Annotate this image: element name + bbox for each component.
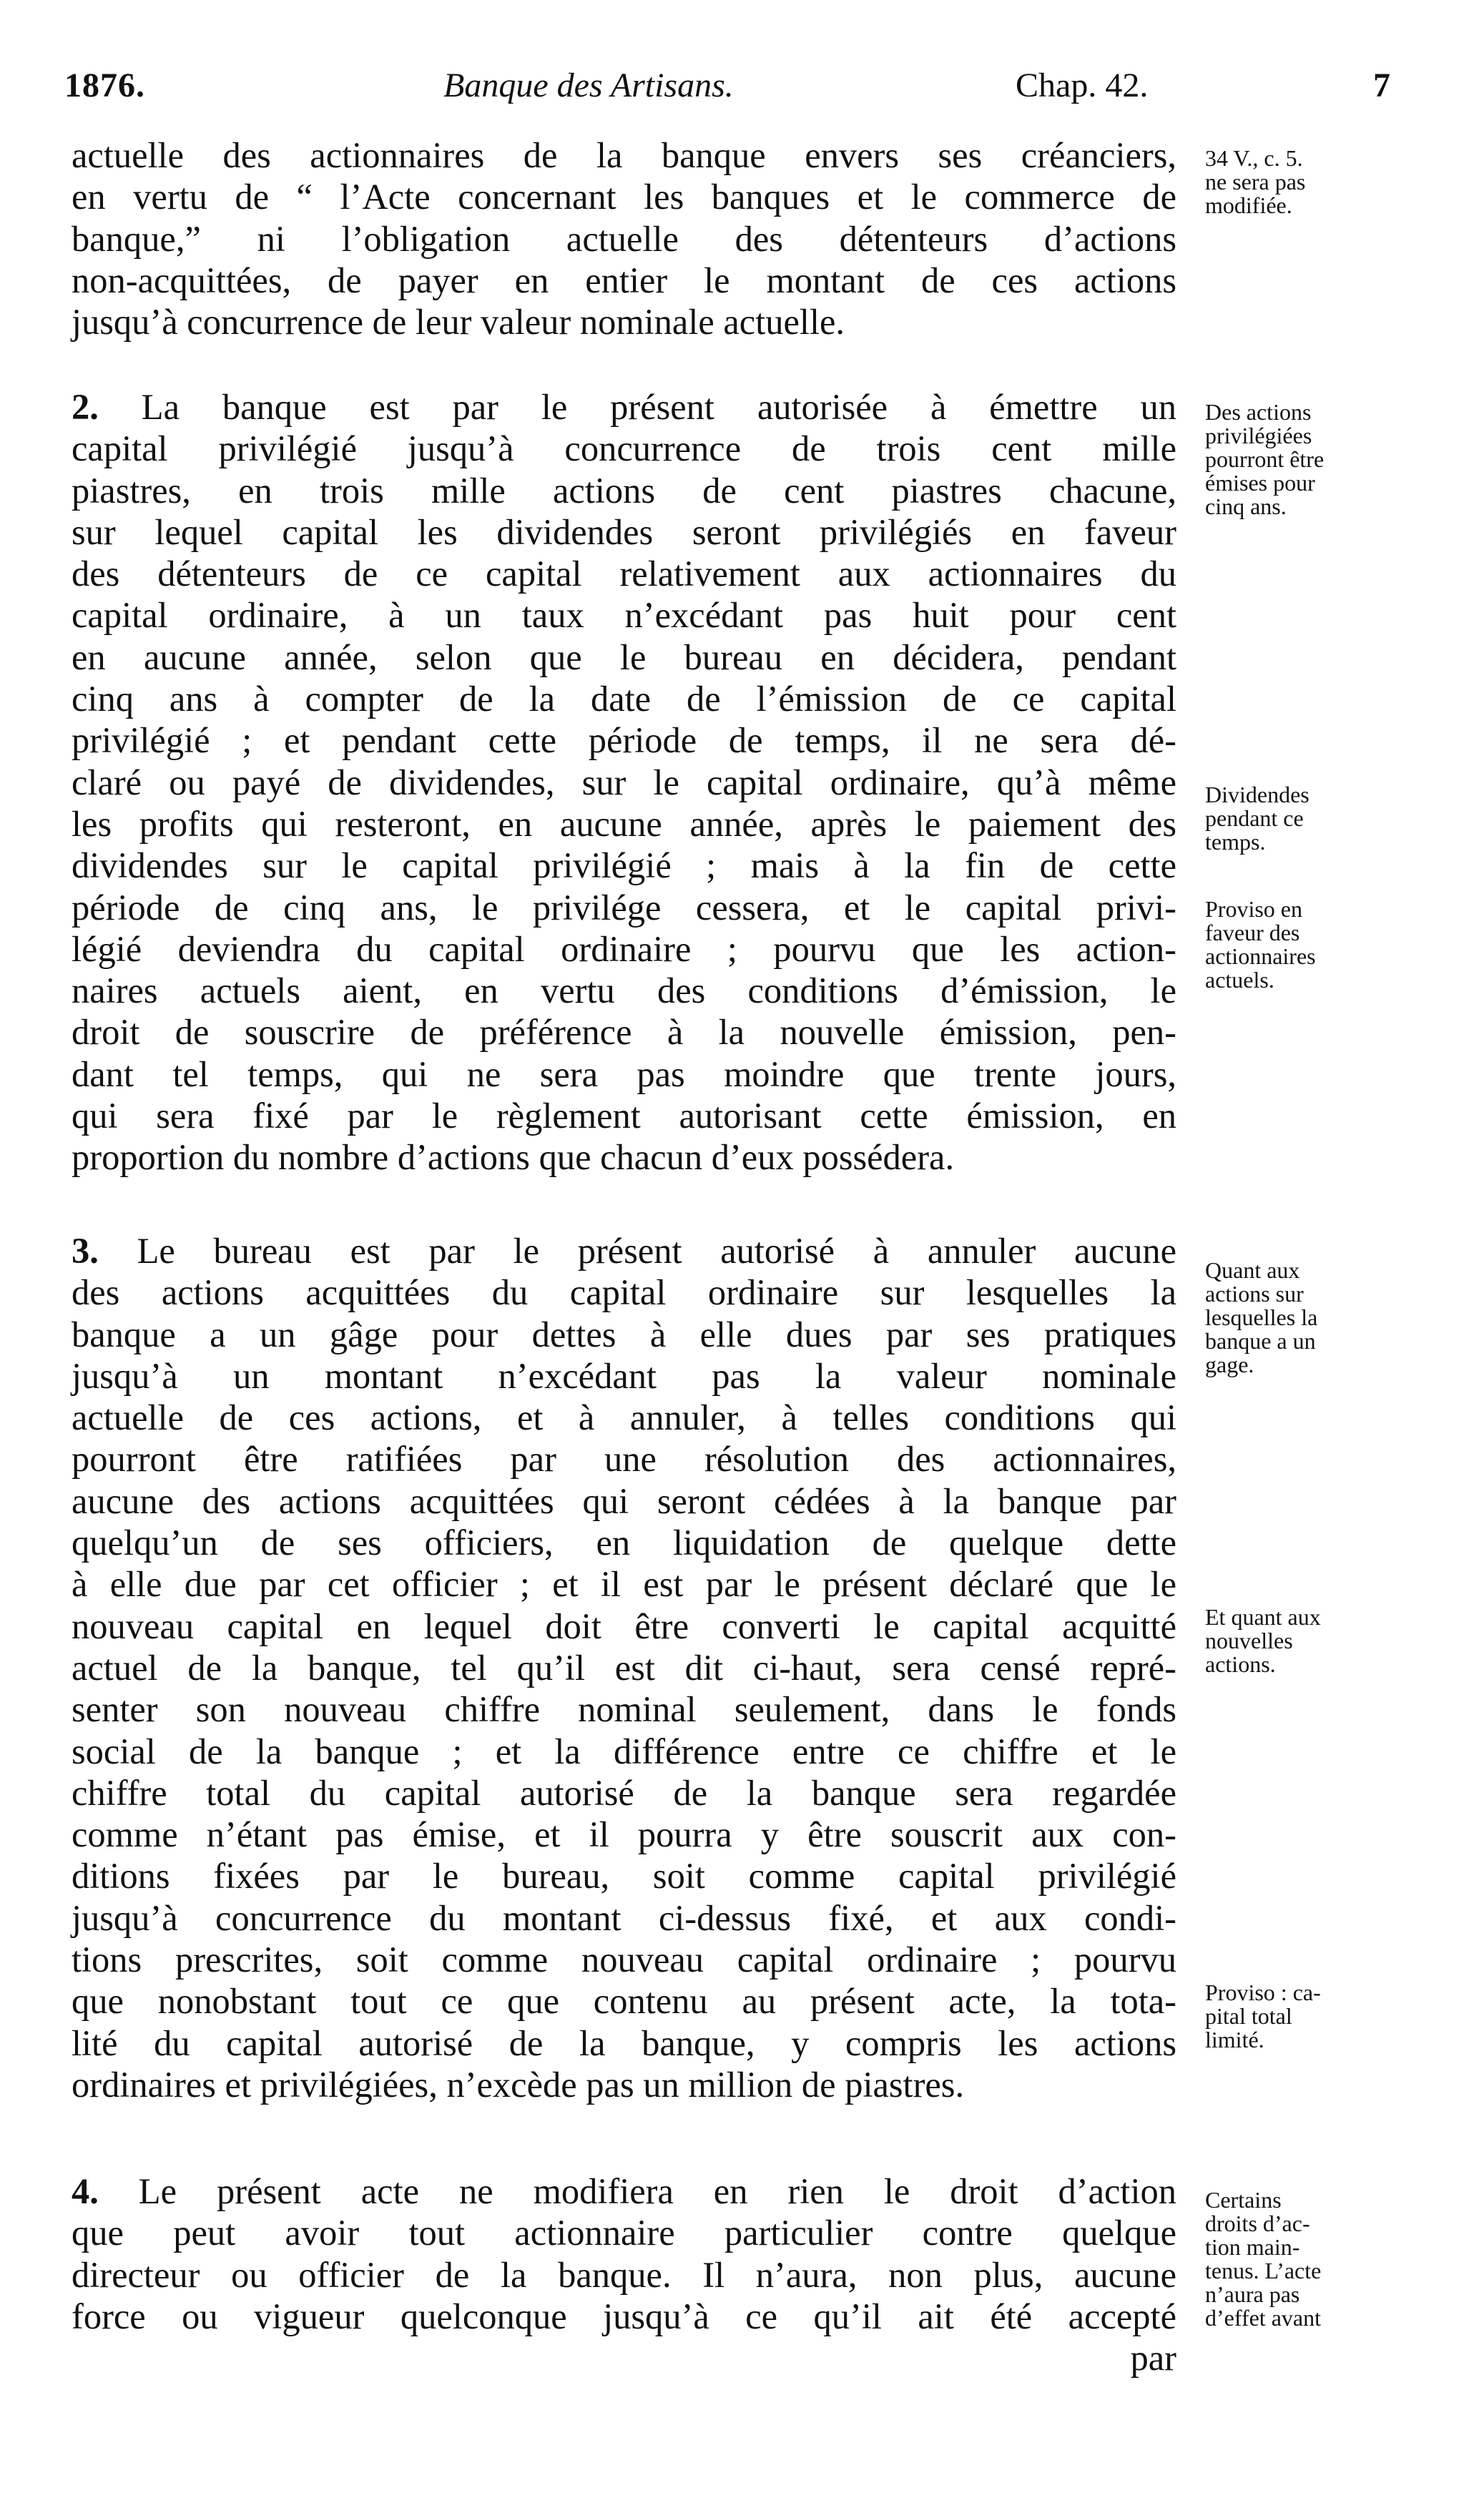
text-line: à elle due par cet officier ; et il est par le présent déclaré que le [72, 1564, 1176, 1605]
text-line: senter son nouveau chiffre nominal seulement, dans le fonds [72, 1689, 1176, 1730]
text-line: que peut avoir tout actionnaire particulier contre quelque [72, 2213, 1176, 2253]
text-line: capital ordinaire, à un taux n’excédant pas huit pour cent [72, 595, 1176, 636]
side-note-line: actions. [1205, 1651, 1276, 1677]
text-line: non-acquittées, de payer en entier le montant de ces actions [72, 260, 1176, 300]
text-line: banque,” ni l’obligation actuelle des détenteurs d’actions [72, 218, 1176, 259]
side-note-line: tion main- [1205, 2234, 1300, 2260]
text-line: capital privilégié jusqu’à concurrence de trois cent mille [72, 428, 1176, 469]
side-note-line: Proviso en [1205, 896, 1302, 922]
section-number: 2. [72, 387, 99, 427]
side-note-line: nouvelles [1205, 1628, 1293, 1653]
side-note-line: privilégiées [1205, 423, 1312, 448]
side-note-line: pital total [1205, 2003, 1292, 2029]
side-note-line: gage. [1205, 1352, 1254, 1377]
text-line: chiffre total du capital autorisé de la banque sera regardée [72, 1772, 1176, 1813]
side-note-line: émises pour [1205, 470, 1315, 496]
side-note-line: 34 V., c. 5. [1205, 145, 1303, 171]
side-note [1205, 400, 1412, 518]
text-line: jusqu’à concurrence de leur valeur nominale actuelle. [72, 302, 845, 343]
text-line: dant tel temps, qui ne sera pas moindre que trente jours, [72, 1053, 1176, 1094]
running-header [64, 66, 1409, 116]
section-number: 3. [72, 1231, 99, 1271]
text-line: actuel de la banque, tel qu’il est dit ci-haut, sera censé repré- [72, 1647, 1176, 1688]
side-note [1205, 1981, 1412, 2052]
side-note-line: actuels. [1205, 967, 1274, 993]
text-line: ordinaires et privilégiées, n’excède pas un million de piastres. [72, 2064, 965, 2105]
side-note-line: droits d’ac- [1205, 2211, 1310, 2236]
text-line: claré ou payé de dividendes, sur le capital ordinaire, qu’à même [72, 762, 1176, 802]
header-title: Banque des Artisans. [443, 67, 734, 104]
text-line: actuelle des actionnaires de la banque envers ses créanciers, [72, 135, 1176, 175]
text-line: social de la banque ; et la différence entre ce chiffre et le [72, 1731, 1176, 1771]
text-line: par [1130, 2338, 1176, 2379]
side-note-line: banque a un [1205, 1328, 1316, 1354]
text-line: 3. Le bureau est par le présent autorisé à annuler aucune [72, 1231, 1176, 1271]
text-line: force ou vigueur quelconque jusqu’à ce qu’il ait été accepté [72, 2296, 1176, 2336]
text-line: quelqu’un de ses officiers, en liquidation de quelque dette [72, 1523, 1176, 1563]
section-continuation [72, 134, 1176, 343]
side-note-line: Quant aux [1205, 1257, 1300, 1283]
side-note-line: ne sera pas [1205, 169, 1306, 195]
side-note [1205, 147, 1412, 217]
text-line: jusqu’à un montant n’excédant pas la valeur nominale [72, 1355, 1176, 1396]
side-note-line: cinq ans. [1205, 493, 1287, 519]
text-line: 2. La banque est par le présent autorisée à émettre un [72, 387, 1176, 427]
side-note-line: modifiée. [1205, 192, 1292, 218]
side-note-line: d’effet avant [1205, 2305, 1321, 2331]
side-note-line: actions sur [1205, 1281, 1304, 1307]
text-line: des actions acquittées du capital ordinaire sur lesquelles la [72, 1272, 1176, 1313]
side-note-line: pendant ce [1205, 805, 1304, 831]
side-note-line: actionnaires [1205, 943, 1316, 969]
text-line: comme n’étant pas émise, et il pourra y être souscrit aux con- [72, 1814, 1176, 1855]
side-note-line: temps. [1205, 829, 1266, 855]
text-line: légié deviendra du capital ordinaire ; pourvu que les action- [72, 928, 1176, 969]
text-line: nouveau capital en lequel doit être converti le capital acquitté [72, 1606, 1176, 1646]
text-line: lité du capital autorisé de la banque, y compris les actions [72, 2022, 1176, 2063]
text-line: proportion du nombre d’actions que chacun d’eux possédera. [72, 1137, 955, 1178]
text-line: dividendes sur le capital privilégié ; mais à la fin de cette [72, 845, 1176, 886]
header-page-number: 7 [1373, 67, 1390, 104]
text-line: pourront être ratifiées par une résolution des actionnaires, [72, 1439, 1176, 1480]
section-number: 4. [72, 2171, 99, 2211]
text-line: que nonobstant tout ce que contenu au présent acte, la tota- [72, 1981, 1176, 2022]
side-note-line: Des actions [1205, 399, 1312, 425]
text-line: qui sera fixé par le règlement autorisant cette émission, en [72, 1096, 1176, 1136]
side-note [1205, 1606, 1412, 1676]
text-line: droit de souscrire de préférence à la nouvelle émission, pen- [72, 1012, 1176, 1053]
text-line: piastres, en trois mille actions de cent piastres chacune, [72, 470, 1176, 511]
text-line: actuelle de ces actions, et à annuler, à telles conditions qui [72, 1397, 1176, 1438]
side-note-line: Dividendes [1205, 782, 1309, 807]
side-note-line: faveur des [1205, 920, 1300, 945]
text-line: cinq ans à compter de la date de l’émission de ce capital [72, 679, 1176, 719]
text-line: privilégié ; et pendant cette période de temps, il ne sera dé- [72, 720, 1176, 761]
text-line: sur lequel capital les dividendes seront privilégiés en faveur [72, 511, 1176, 552]
side-note-line: pourront être [1205, 446, 1325, 472]
header-chapter: Chap. 42. [1016, 67, 1149, 104]
side-note [1205, 783, 1412, 854]
text-line: en aucune année, selon que le bureau en décidera, pendant [72, 636, 1176, 677]
side-note [1205, 1259, 1412, 1377]
text-line: les profits qui resteront, en aucune année, après le paiement des [72, 803, 1176, 844]
text-line: tions prescrites, soit comme nouveau capital ordinaire ; pourvu [72, 1939, 1176, 1980]
side-note-line: tenus. L’acte [1205, 2258, 1322, 2283]
text-line: période de cinq ans, le privilége cessera, et le capital privi- [72, 887, 1176, 928]
side-note-line: n’aura pas [1205, 2281, 1300, 2307]
text-line: jusqu’à concurrence du montant ci-dessus fixé, et aux condi- [72, 1897, 1176, 1938]
section-4 [72, 2170, 1176, 2379]
side-note-line: limité. [1205, 2027, 1264, 2052]
section-3 [72, 1230, 1176, 2105]
text-line: directeur ou officier de la banque. Il n’aura, non plus, aucune [72, 2254, 1176, 2295]
side-note-line: Certains [1205, 2187, 1282, 2213]
text-line: 4. Le présent acte ne modifiera en rien le droit d’action [72, 2171, 1176, 2211]
side-note-line: Et quant aux [1205, 1604, 1321, 1630]
side-note-line: Proviso : ca- [1205, 1980, 1321, 2005]
section-2 [72, 386, 1176, 1179]
text-line: en vertu de “ l’Acte concernant les banques et le commerce de [72, 177, 1176, 217]
text-line: naires actuels aient, en vertu des conditions d’émission, le [72, 970, 1176, 1011]
text-line: des détenteurs de ce capital relativement aux actionnaires du [72, 554, 1176, 594]
text-line: banque a un gâge pour dettes à elle dues par ses pratiques [72, 1314, 1176, 1354]
text-line: ditions fixées par le bureau, soit comme capital privilégié [72, 1856, 1176, 1897]
header-year: 1876. [64, 67, 145, 104]
side-note-line: lesquelles la [1205, 1304, 1318, 1330]
side-note [1205, 898, 1412, 992]
side-note [1205, 2188, 1412, 2330]
text-line: aucune des actions acquittées qui seront cédées à la banque par [72, 1480, 1176, 1521]
